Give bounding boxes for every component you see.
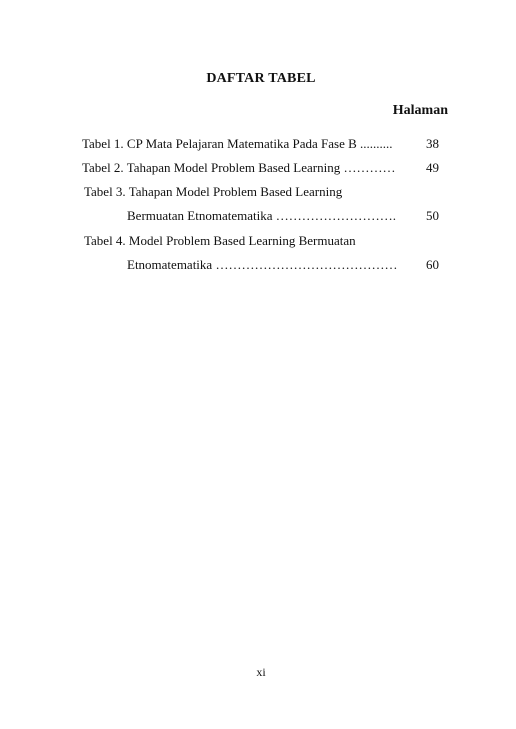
toc-entry-tabel-2[interactable] bbox=[82, 160, 395, 176]
page-number-footer: xi bbox=[256, 665, 266, 679]
toc-entry-label-continuation: Bermuatan Etnomatematika ………………………. bbox=[127, 208, 396, 223]
toc-entry-page-number: 50 bbox=[426, 208, 439, 223]
halaman-column-header: Halaman bbox=[392, 103, 448, 118]
page-title: DAFTAR TABEL bbox=[206, 71, 316, 86]
toc-entry-label: Tabel 2. Tahapan Model Problem Based Learning ………… bbox=[82, 160, 396, 175]
toc-entry-tabel-3[interactable] bbox=[84, 184, 342, 200]
toc-entry-label: Tabel 4. Model Problem Based Learning Bermuatan bbox=[84, 233, 356, 248]
toc-entry-tabel-3-continuation[interactable] bbox=[127, 208, 396, 224]
toc-entry-tabel-4-continuation[interactable] bbox=[127, 257, 397, 273]
toc-entry-page-number: 38 bbox=[426, 136, 439, 151]
toc-entry-page-number: 60 bbox=[426, 257, 439, 272]
toc-entry-label: Tabel 1. CP Mata Pelajaran Matematika Pada Fase B .......... bbox=[82, 136, 393, 151]
toc-entry-page-number: 49 bbox=[426, 160, 439, 175]
toc-entry-label-continuation: Etnomatematika …………………………………… bbox=[127, 257, 398, 272]
toc-entry-tabel-1[interactable] bbox=[82, 136, 393, 152]
toc-entry-tabel-4[interactable] bbox=[84, 233, 356, 249]
toc-entry-label: Tabel 3. Tahapan Model Problem Based Learning bbox=[84, 184, 343, 199]
